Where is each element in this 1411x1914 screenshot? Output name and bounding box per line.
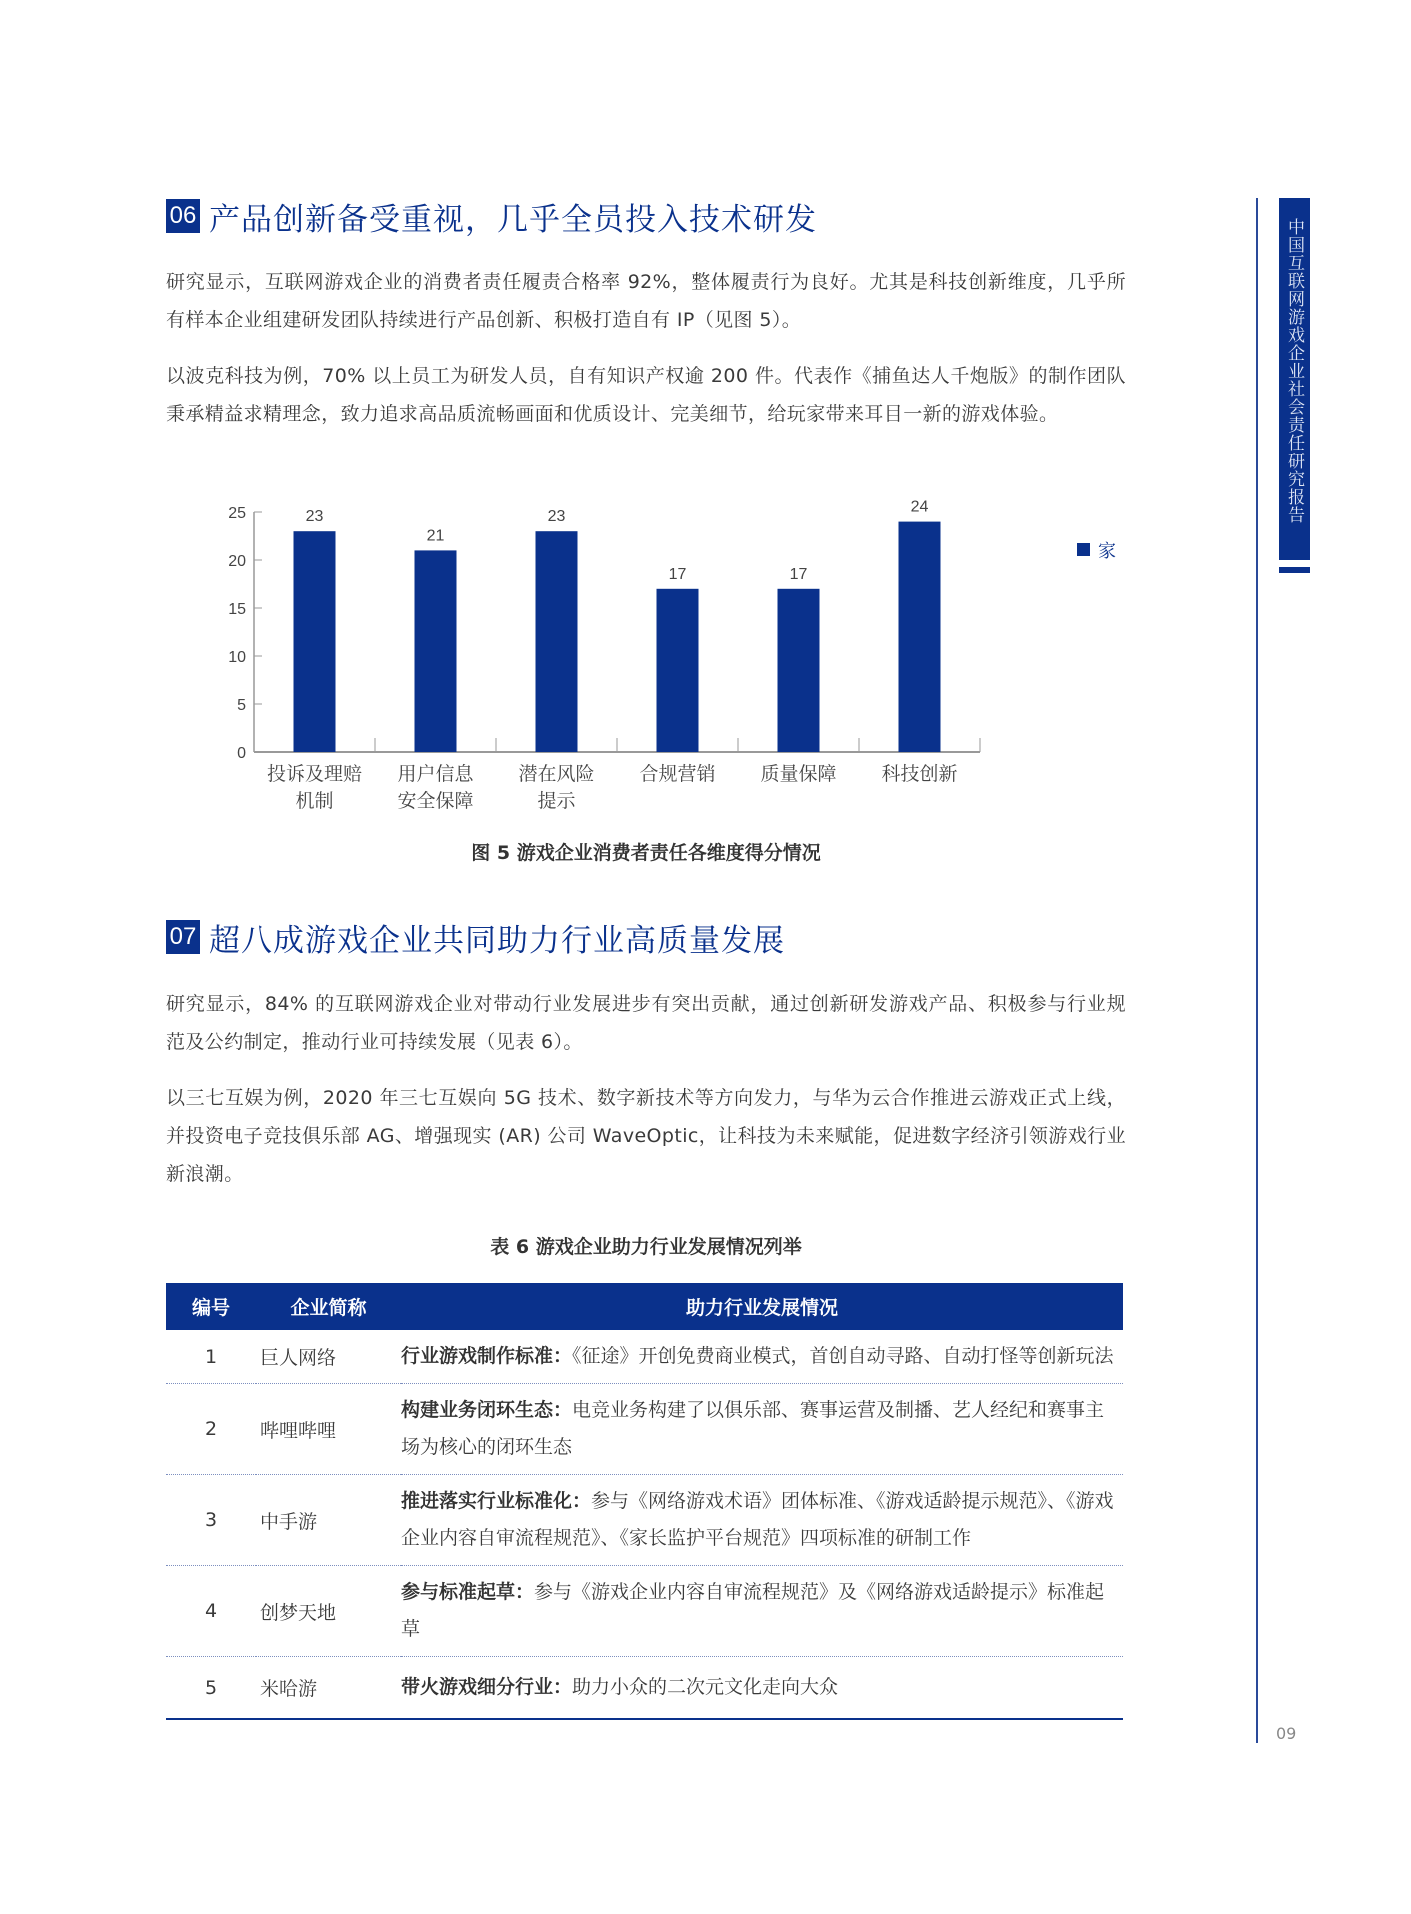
row-number: 2 (166, 1384, 256, 1475)
category-label: 科技创新 (881, 763, 958, 785)
y-tick-label: 0 (237, 745, 246, 762)
bar (415, 550, 457, 752)
contribution-heading: 参与标准起草： (401, 1581, 535, 1603)
section-07-heading (166, 919, 785, 959)
y-tick-label: 20 (228, 553, 246, 570)
category-label: 用户信息 (397, 763, 474, 785)
data-label: 17 (668, 565, 687, 583)
contribution-heading: 行业游戏制作标准： (401, 1345, 573, 1367)
contribution-text: 参与《游戏企业内容自审流程规范》及《网络游戏适龄提示》标准起草 (401, 1581, 1105, 1640)
company-name: 中手游 (256, 1475, 401, 1566)
contribution-text: 《征途》开创免费商业模式，首创自动寻路、自动打怪等创新玩法 (572, 1345, 1114, 1367)
y-tick-label: 25 (228, 505, 246, 522)
bar (778, 589, 820, 752)
header-contribution: 助力行业发展情况 (685, 1297, 838, 1319)
category-label: 合规营销 (639, 763, 716, 785)
category-label: 机制 (295, 790, 334, 812)
row-number: 4 (166, 1566, 256, 1657)
page-number: 09 (1276, 1724, 1297, 1743)
figure-caption: 图 5 游戏企业消费者责任各维度得分情况 (471, 842, 821, 864)
section-07-paragraph-1: 研究显示，84% 的互联网游戏企业对带动行业发展进步有突出贡献，通过创新研发游戏产品、积极参与行业规范及公约制定，推动行业可持续发展（见表 6）。 (166, 993, 1126, 1053)
category-label: 质量保障 (760, 763, 837, 785)
section-07-paragraph-2: 以三七互娱为例，2020 年三七互娱向 5G 技术、数字新技术等方向发力，与华为云合作推进云游戏正式上线，并投资电子竞技俱乐部 AG、增强现实 (AR) 公司 WaveOptic，让科技为未来赋能，促进数字经济引领游戏行业新浪潮。 (166, 1087, 1126, 1185)
company-name: 哔哩哔哩 (256, 1384, 401, 1475)
bar (536, 531, 578, 752)
contribution-text: 参与《网络游戏术语》团体标准、《游戏适龄提示规范》、《游戏企业内容自审流程规范》、《家长监护平台规范》四项标准的研制工作 (401, 1490, 1114, 1549)
bar (899, 522, 941, 752)
header-company: 企业简称 (290, 1297, 367, 1319)
bar (657, 589, 699, 752)
contribution-description (401, 1330, 1123, 1384)
contribution-text: 助力小众的二次元文化走向大众 (572, 1676, 839, 1698)
data-label: 24 (910, 498, 929, 516)
industry-contribution-table (166, 1283, 1123, 1720)
category-label: 安全保障 (397, 790, 474, 812)
contribution-text: 电竞业务构建了以俱乐部、赛事运营及制播、艺人经纪和赛事主场为核心的闭环生态 (401, 1399, 1105, 1458)
sidebar-divider (1256, 198, 1258, 1743)
section-06-paragraph-1: 研究显示，互联网游戏企业的消费者责任履责合格率 92%，整体履责行为良好。尤其是科技创新维度，几乎所有样本企业组建研发团队持续进行产品创新、积极打造自有 IP（见图 5）。 (166, 271, 1126, 331)
contribution-heading: 带火游戏细分行业： (401, 1676, 573, 1698)
bar (294, 531, 336, 752)
row-number: 3 (166, 1475, 256, 1566)
section-06-heading (166, 198, 817, 238)
contribution-description (401, 1657, 1123, 1720)
y-tick-label: 15 (228, 601, 246, 618)
row-number: 1 (166, 1330, 256, 1384)
contribution-heading: 推进落实行业标准化： (401, 1490, 592, 1512)
table-row (166, 1384, 1123, 1475)
category-label: 潜在风险 (518, 763, 595, 785)
table-row (166, 1657, 1123, 1720)
section-number: 07 (166, 920, 200, 954)
table-header-row (166, 1283, 1123, 1330)
contribution-heading: 构建业务闭环生态： (401, 1399, 573, 1421)
section-06-paragraph-2: 以波克科技为例，70% 以上员工为研发人员，自有知识产权逾 200 件。代表作《捕鱼达人千炮版》的制作团队秉承精益求精理念，致力追求高品质流畅画面和优质设计、完美细节，给玩家带来耳目一新的游戏体验。 (166, 365, 1126, 425)
row-number: 5 (166, 1657, 256, 1720)
table-row (166, 1475, 1123, 1566)
y-tick-label: 5 (237, 697, 246, 714)
section-number: 06 (166, 199, 200, 233)
table-row (166, 1330, 1123, 1384)
bar-chart (200, 490, 1160, 830)
data-label: 21 (426, 527, 445, 545)
data-label: 23 (305, 508, 324, 526)
section-title: 产品创新备受重视，几乎全员投入技术研发 (209, 201, 817, 238)
header-number: 编号 (191, 1297, 230, 1319)
company-name: 创梦天地 (256, 1566, 401, 1657)
company-name: 巨人网络 (256, 1330, 401, 1384)
category-label: 投诉及理赔 (266, 763, 363, 785)
section-title: 超八成游戏企业共同助力行业高质量发展 (209, 922, 785, 959)
table-caption: 表 6 游戏企业助力行业发展情况列举 (490, 1236, 802, 1258)
report-title-tab: 中国互联网游戏企业社会责任研究报告 (1279, 198, 1310, 560)
table-row (166, 1566, 1123, 1657)
contribution-description (401, 1475, 1123, 1566)
report-title-underline (1279, 567, 1310, 573)
contribution-description (401, 1566, 1123, 1657)
category-label: 提示 (537, 790, 576, 812)
company-name: 米哈游 (256, 1657, 401, 1720)
data-label: 23 (547, 508, 566, 526)
legend-swatch (1077, 543, 1090, 556)
contribution-description (401, 1384, 1123, 1475)
y-tick-label: 10 (228, 649, 246, 666)
legend-label: 家 (1098, 541, 1116, 562)
data-label: 17 (789, 565, 808, 583)
